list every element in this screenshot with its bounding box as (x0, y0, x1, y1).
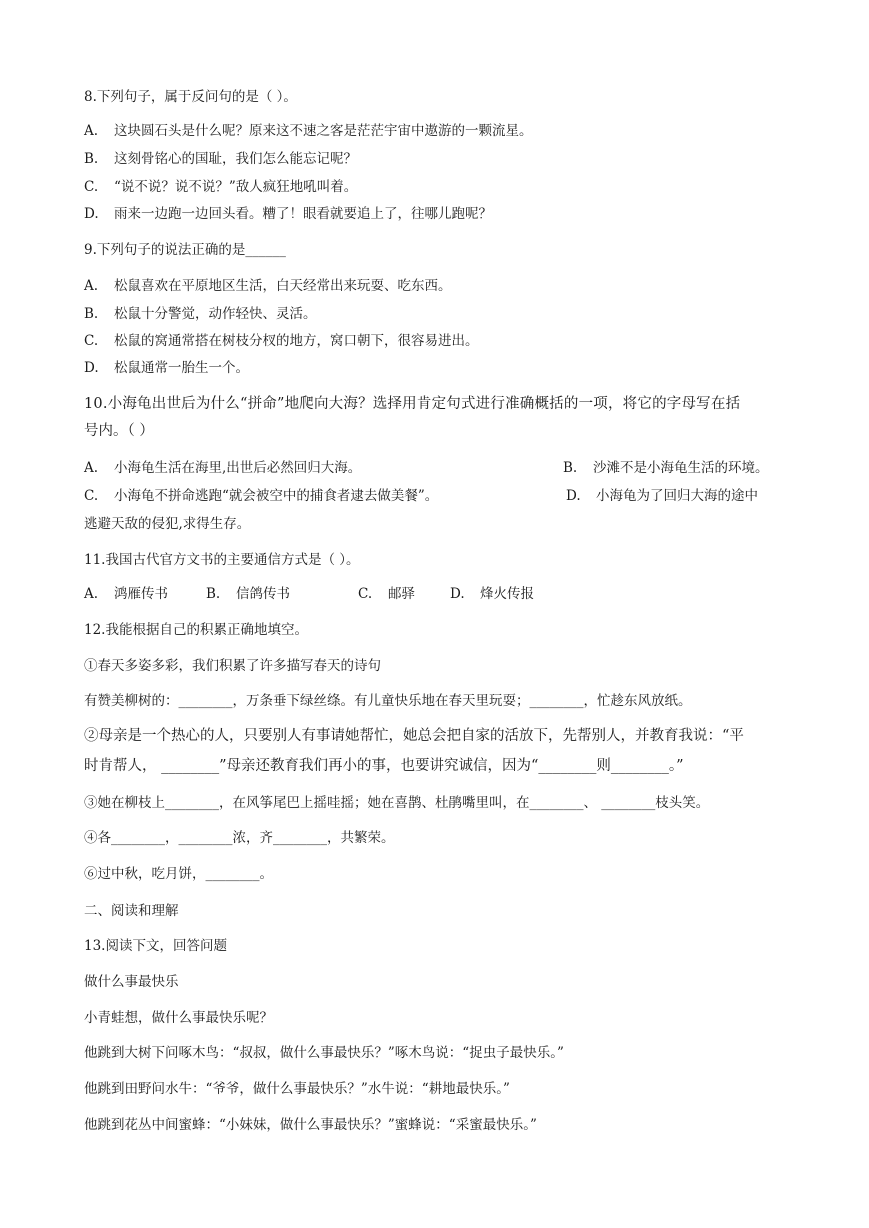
option-text: 小海龟为了回归大海的途中 (596, 488, 758, 504)
q12-line-4: ③她在柳枝上________，在风筝尾巴上摇哇摇；她在喜鹊、杜鹃嘴里叫，在________、 ________枝头笑。 (84, 795, 710, 811)
passage-paragraph-2: 他跳到大树下问啄木鸟：“叔叔，做什么事最快乐？”啄木鸟说：“捉虫子最快乐。” (84, 1045, 564, 1061)
option-text: 小海龟生活在海里,出世后必然回归大海。 (114, 460, 362, 476)
option-letter: D. (566, 488, 581, 504)
option-text: 烽火传报 (480, 586, 534, 602)
option-text: 沙滩不是小海龟生活的环境。 (593, 460, 769, 476)
option-text: 这刻骨铭心的国耻，我们怎么能忘记呢？ (114, 151, 357, 167)
option-letter: D. (84, 206, 99, 222)
q8-option-c (84, 177, 357, 197)
q12-line-2: 有赞美柳树的：________，万条垂下绿丝绦。有儿童快乐地在春天里玩耍；________，忙趁东风放纸。 (84, 693, 692, 709)
q12-line-1: ①春天多姿多彩，我们积累了许多描写春天的诗句 (84, 658, 381, 674)
q10-option-d-continued: 逃避天敌的侵犯,求得生存。 (84, 516, 251, 532)
q9-option-c (84, 331, 479, 351)
q10-option-d (566, 486, 758, 506)
option-text: 小海龟不拼命逃跑“就会被空中的捕食者逮去做美餐”。 (114, 488, 439, 504)
q9-option-b (84, 304, 317, 324)
q10-stem-line2: 号内。（ ） (84, 423, 154, 439)
option-letter: A. (84, 123, 99, 139)
q11-option-d (450, 584, 534, 604)
q11-option-c (358, 584, 415, 604)
passage-title: 做什么事最快乐 (84, 974, 179, 990)
q10-option-b (563, 458, 769, 478)
q11-stem: 11.我国古代官方文书的主要通信方式是（ ）。 (84, 552, 360, 568)
passage-paragraph-1: 小青蛙想，做什么事最快乐呢？ (84, 1010, 273, 1026)
q8-option-a (84, 121, 533, 141)
option-letter: B. (84, 151, 99, 167)
q11-option-a (84, 584, 168, 604)
option-letter: B. (84, 306, 99, 322)
option-text: 松鼠通常一胎生一个。 (114, 360, 249, 376)
option-letter: B. (206, 586, 221, 602)
q9-option-a (84, 276, 452, 296)
q8-option-d (84, 204, 492, 224)
passage-paragraph-4: 他跳到花丛中间蜜蜂：“小妹妹，做什么事最快乐？”蜜蜂说：“采蜜最快乐。” (84, 1117, 537, 1133)
option-letter: C. (358, 586, 373, 602)
option-text: 信鸽传书 (236, 586, 290, 602)
option-letter: D. (84, 360, 99, 376)
option-text: 这块圆石头是什么呢？原来这不速之客是茫茫宇宙中遨游的一颗流星。 (114, 123, 533, 139)
q11-option-b (206, 584, 290, 604)
option-letter: C. (84, 488, 99, 504)
option-text: 雨来一边跑一边回头看。糟了！眼看就要追上了，往哪儿跑呢？ (114, 206, 492, 222)
q12-line-6: ⑥过中秋，吃月饼，________。 (84, 866, 273, 882)
option-text: 邮驿 (388, 586, 415, 602)
section-heading: 二、阅读和理解 (84, 903, 179, 919)
q9-option-d (84, 358, 249, 378)
q10-stem-line1: 10.小海龟出世后为什么“拼命”地爬向大海？选择用肯定句式进行准确概括的一项，将它的字母写在括 (84, 396, 741, 412)
q13-stem: 13.阅读下文，回答问题 (84, 938, 227, 954)
option-text: 鸿雁传书 (114, 586, 168, 602)
q8-option-b (84, 149, 357, 169)
option-text: 松鼠喜欢在平原地区生活，白天经常出来玩耍、吃东西。 (114, 278, 452, 294)
q10-option-a (84, 458, 361, 478)
q12-line-3b: 时肯帮人， ________”母亲还教育我们再小的事，也要讲究诚信，因为“________则________。” (84, 758, 684, 774)
option-letter: A. (84, 586, 99, 602)
option-text: 松鼠的窝通常搭在树枝分杈的地方，窝口朝下，很容易进出。 (114, 333, 479, 349)
q12-line-5: ④各________，________浓，齐________，共繁荣。 (84, 830, 395, 846)
option-letter: C. (84, 333, 99, 349)
passage-paragraph-3: 他跳到田野问水牛：“爷爷，做什么事最快乐？”水牛说：“耕地最快乐。” (84, 1081, 510, 1097)
q12-stem: 12.我能根据自己的积累正确地填空。 (84, 622, 308, 638)
option-letter: A. (84, 278, 99, 294)
option-letter: D. (450, 586, 465, 602)
option-letter: C. (84, 179, 99, 195)
option-letter: B. (563, 460, 578, 476)
q12-line-3a: ②母亲是一个热心的人，只要别人有事请她帮忙，她总会把自家的活放下，先帮别人，并教育我说：“平 (84, 728, 744, 744)
option-text: 松鼠十分警觉，动作轻快、灵活。 (114, 306, 317, 322)
q10-option-c (84, 486, 438, 506)
option-text: “说不说？说不说？”敌人疯狂地吼叫着。 (114, 179, 358, 195)
q9-stem: 9.下列句子的说法正确的是______ (84, 242, 286, 258)
q8-stem: 8.下列句子，属于反问句的是（ ）。 (84, 89, 297, 105)
option-letter: A. (84, 460, 99, 476)
